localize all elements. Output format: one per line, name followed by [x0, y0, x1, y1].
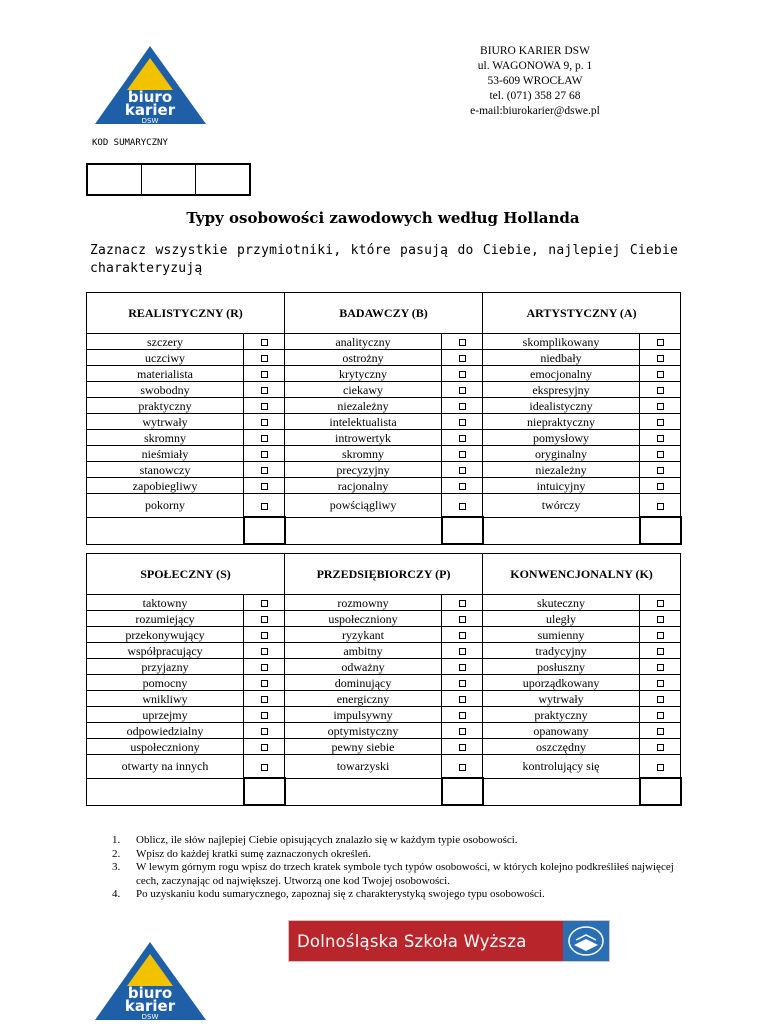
checkbox-icon[interactable] — [459, 680, 466, 687]
checkbox-icon[interactable] — [657, 419, 664, 426]
note-number: 2. — [112, 847, 121, 860]
table-row — [87, 611, 681, 627]
adjective-cell: taktowny — [87, 595, 244, 611]
checkbox-cell[interactable] — [244, 627, 285, 643]
table-row — [87, 643, 681, 659]
checkbox-icon[interactable] — [261, 387, 268, 394]
checkbox-icon[interactable] — [261, 728, 268, 735]
checkbox-icon[interactable] — [459, 728, 466, 735]
checkbox-icon[interactable] — [459, 451, 466, 458]
contact-street: ul. WAGONOWA 9, p. 1 — [477, 60, 593, 72]
checkbox-icon[interactable] — [657, 680, 664, 687]
checkbox-cell[interactable] — [640, 643, 681, 659]
checkbox-cell[interactable] — [640, 723, 681, 739]
checkbox-cell[interactable] — [244, 414, 285, 430]
checkbox-cell[interactable] — [244, 691, 285, 707]
checkbox-icon[interactable] — [657, 435, 664, 442]
sum-box[interactable] — [442, 517, 483, 544]
checkbox-icon[interactable] — [657, 371, 664, 378]
checkbox-icon[interactable] — [459, 616, 466, 623]
note-item — [112, 888, 682, 902]
checkbox-cell[interactable] — [640, 446, 681, 462]
table-row — [87, 675, 681, 691]
checkbox-cell[interactable] — [244, 446, 285, 462]
adjective-cell: analityczny — [285, 334, 442, 350]
checkbox-cell[interactable] — [640, 414, 681, 430]
table-row — [87, 707, 681, 723]
adjective-cell: oryginalny — [483, 446, 640, 462]
adjective-cell: uporządkowany — [483, 675, 640, 691]
checkbox-icon[interactable] — [459, 764, 466, 771]
table-row — [87, 334, 681, 350]
adjective-cell: introwertyk — [285, 430, 442, 446]
adjective-cell: nieśmiały — [87, 446, 244, 462]
adjective-cell: odpowiedzialny — [87, 723, 244, 739]
checkbox-icon[interactable] — [459, 435, 466, 442]
adjective-cell: intelektualista — [285, 414, 442, 430]
checkbox-cell[interactable] — [640, 430, 681, 446]
checkbox-cell[interactable] — [640, 675, 681, 691]
checkbox-icon[interactable] — [261, 355, 268, 362]
adjective-cell: posłuszny — [483, 659, 640, 675]
adjective-cell: wnikliwy — [87, 691, 244, 707]
sum-box[interactable] — [640, 778, 681, 805]
banner-text: Dolnośląska Szkoła Wyższa — [297, 931, 527, 951]
checkbox-cell[interactable] — [640, 611, 681, 627]
biuro-karier-logo-bottom — [93, 940, 208, 1022]
instructions-list — [112, 834, 682, 902]
adjective-cell: uległy — [483, 611, 640, 627]
adjective-cell: odważny — [285, 659, 442, 675]
adjective-cell: współpracujący — [87, 643, 244, 659]
logo-text-dsw: DSW — [141, 117, 159, 125]
checkbox-cell[interactable] — [640, 707, 681, 723]
checkbox-cell[interactable] — [442, 723, 483, 739]
checkbox-cell[interactable] — [640, 350, 681, 366]
checkbox-icon[interactable] — [657, 616, 664, 623]
adjective-cell: dominujący — [285, 675, 442, 691]
adjective-cell: oszczędny — [483, 739, 640, 755]
checkbox-cell[interactable] — [442, 611, 483, 627]
checkbox-cell[interactable] — [244, 595, 285, 611]
checkbox-cell[interactable] — [640, 627, 681, 643]
checkbox-cell[interactable] — [640, 366, 681, 382]
table-row — [87, 398, 681, 414]
adjective-cell: racjonalny — [285, 478, 442, 494]
checkbox-cell[interactable] — [244, 462, 285, 478]
checkbox-icon[interactable] — [657, 467, 664, 474]
checkbox-cell[interactable] — [640, 691, 681, 707]
checkbox-cell[interactable] — [244, 739, 285, 755]
adjective-cell: uspołeczniony — [87, 739, 244, 755]
checkbox-cell[interactable] — [442, 494, 483, 518]
checkbox-icon[interactable] — [261, 600, 268, 607]
table-row — [87, 659, 681, 675]
checkbox-cell[interactable] — [244, 755, 285, 779]
kod-sumaryczny-label: KOD SUMARYCZNY — [92, 138, 168, 148]
personality-table-top — [86, 292, 682, 545]
sum-box[interactable] — [640, 517, 681, 544]
table-row — [87, 478, 681, 494]
personality-table-bottom — [86, 553, 682, 806]
checkbox-icon[interactable] — [459, 712, 466, 719]
adjective-cell: tradycyjny — [483, 643, 640, 659]
checkbox-cell[interactable] — [244, 494, 285, 518]
checkbox-cell[interactable] — [640, 755, 681, 779]
type-header: ARTYSTYCZNY (A) — [483, 293, 681, 334]
sum-spacer — [285, 517, 442, 544]
checkbox-icon[interactable] — [261, 680, 268, 687]
adjective-cell: precyzyjny — [285, 462, 442, 478]
table-row — [87, 723, 681, 739]
checkbox-cell[interactable] — [442, 627, 483, 643]
checkbox-icon[interactable] — [261, 483, 268, 490]
adjective-cell: wytrwały — [87, 414, 244, 430]
book-emblem-icon — [563, 921, 609, 961]
adjective-cell: ekspresyjny — [483, 382, 640, 398]
table-row — [87, 494, 681, 518]
note-item — [112, 861, 682, 888]
adjective-cell: skuteczny — [483, 595, 640, 611]
adjective-cell: niedbały — [483, 350, 640, 366]
checkbox-icon[interactable] — [459, 664, 466, 671]
checkbox-icon[interactable] — [657, 744, 664, 751]
checkbox-cell[interactable] — [244, 643, 285, 659]
checkbox-icon[interactable] — [261, 435, 268, 442]
adjective-cell: pomysłowy — [483, 430, 640, 446]
table-row — [87, 462, 681, 478]
note-number: 4. — [112, 888, 121, 900]
checkbox-icon[interactable] — [657, 483, 664, 490]
checkbox-cell[interactable] — [442, 755, 483, 779]
note-text: Wpisz do każdej kratki sumę zaznaczonych określeń. — [136, 847, 371, 860]
checkbox-cell[interactable] — [442, 478, 483, 494]
adjective-cell: impulsywny — [285, 707, 442, 723]
note-number: 3. — [112, 861, 121, 873]
adjective-cell: uczciwy — [87, 350, 244, 366]
checkbox-cell[interactable] — [442, 659, 483, 675]
note-text: W lewym górnym rogu wpisz do trzech kratek symbole tych typów osobowości, w których kolejno podkreśliłeś najwięcej cech, zaczynając od największej. Utworzą one kod Twojej osobowości. — [136, 861, 674, 887]
sum-spacer — [87, 778, 244, 805]
checkbox-icon[interactable] — [657, 764, 664, 771]
checkbox-cell[interactable] — [244, 334, 285, 350]
checkbox-icon[interactable] — [657, 403, 664, 410]
page-title: Typy osobowości zawodowych według Hollanda — [186, 209, 580, 227]
adjective-cell: rozmowny — [285, 595, 442, 611]
adjective-cell: skromny — [285, 446, 442, 462]
checkbox-cell[interactable] — [640, 478, 681, 494]
table-row — [87, 739, 681, 755]
checkbox-icon[interactable] — [261, 664, 268, 671]
checkbox-icon[interactable] — [459, 355, 466, 362]
checkbox-icon[interactable] — [261, 648, 268, 655]
adjective-cell: opanowany — [483, 723, 640, 739]
type-header: BADAWCZY (B) — [285, 293, 483, 334]
checkbox-cell[interactable] — [244, 675, 285, 691]
checkbox-cell[interactable] — [442, 675, 483, 691]
type-header: KONWENCJONALNY (K) — [483, 554, 681, 595]
adjective-cell: otwarty na innych — [87, 755, 244, 779]
checkbox-icon[interactable] — [261, 467, 268, 474]
sum-spacer — [87, 517, 244, 544]
checkbox-cell[interactable] — [442, 739, 483, 755]
adjective-cell: skomplikowany — [483, 334, 640, 350]
table-row — [87, 382, 681, 398]
kod-box-1[interactable] — [88, 165, 142, 194]
contact-email[interactable]: e-mail:biurokarier@dswe.pl — [470, 105, 600, 117]
adjective-cell: ostrożny — [285, 350, 442, 366]
checkbox-cell[interactable] — [640, 462, 681, 478]
logo-text-karier: karier — [124, 997, 176, 1015]
checkbox-icon[interactable] — [261, 712, 268, 719]
checkbox-cell[interactable] — [640, 659, 681, 675]
checkbox-icon[interactable] — [261, 503, 268, 510]
adjective-cell: wytrwały — [483, 691, 640, 707]
checkbox-cell[interactable] — [442, 398, 483, 414]
checkbox-icon[interactable] — [657, 648, 664, 655]
adjective-cell: powściągliwy — [285, 494, 442, 518]
contact-name: BIURO KARIER DSW — [480, 45, 590, 57]
dsw-banner — [288, 920, 610, 962]
logo-text-biuro: biuro — [127, 88, 173, 106]
adjective-cell: praktyczny — [483, 707, 640, 723]
table-row — [87, 595, 681, 611]
contact-phone: tel. (071) 358 27 68 — [489, 90, 581, 102]
sum-spacer — [483, 517, 640, 544]
checkbox-icon[interactable] — [459, 419, 466, 426]
note-text: Po uzyskaniu kodu sumarycznego, zapoznaj się z charakterystyką swojego typu osobowości. — [136, 888, 545, 900]
checkbox-cell[interactable] — [640, 398, 681, 414]
sum-box[interactable] — [244, 778, 285, 805]
adjective-cell: pomocny — [87, 675, 244, 691]
checkbox-cell[interactable] — [442, 707, 483, 723]
note-text: Oblicz, ile słów najlepiej Ciebie opisujących znalazło się w każdym typie osobowości. — [136, 834, 518, 846]
checkbox-icon[interactable] — [261, 371, 268, 378]
adjective-cell: pokorny — [87, 494, 244, 518]
adjective-cell: intuicyjny — [483, 478, 640, 494]
adjective-cell: stanowczy — [87, 462, 244, 478]
adjective-cell: uprzejmy — [87, 707, 244, 723]
adjective-cell: optymistyczny — [285, 723, 442, 739]
kod-box-3[interactable] — [196, 165, 249, 194]
checkbox-icon[interactable] — [261, 419, 268, 426]
logo-text-dsw: DSW — [141, 1013, 159, 1021]
checkbox-icon[interactable] — [459, 696, 466, 703]
checkbox-icon[interactable] — [261, 696, 268, 703]
table-row — [87, 755, 681, 779]
adjective-cell: swobodny — [87, 382, 244, 398]
checkbox-icon[interactable] — [657, 712, 664, 719]
checkbox-icon[interactable] — [459, 600, 466, 607]
checkbox-icon[interactable] — [459, 648, 466, 655]
checkbox-cell[interactable] — [640, 595, 681, 611]
checkbox-icon[interactable] — [657, 664, 664, 671]
checkbox-cell[interactable] — [244, 398, 285, 414]
kod-sumaryczny-boxes — [86, 163, 251, 196]
note-item — [112, 834, 682, 848]
checkbox-cell[interactable] — [640, 382, 681, 398]
checkbox-icon[interactable] — [657, 696, 664, 703]
logo-text-karier: karier — [124, 101, 176, 119]
adjective-cell: pewny siebie — [285, 739, 442, 755]
table-row — [87, 366, 681, 382]
adjective-cell: praktyczny — [87, 398, 244, 414]
adjective-cell: emocjonalny — [483, 366, 640, 382]
adjective-cell: przekonywujący — [87, 627, 244, 643]
sum-box[interactable] — [244, 517, 285, 544]
adjective-cell: towarzyski — [285, 755, 442, 779]
checkbox-cell[interactable] — [442, 462, 483, 478]
checkbox-icon[interactable] — [459, 503, 466, 510]
kod-box-2[interactable] — [142, 165, 196, 194]
checkbox-cell[interactable] — [640, 334, 681, 350]
checkbox-icon[interactable] — [657, 355, 664, 362]
table-row — [87, 350, 681, 366]
checkbox-icon[interactable] — [261, 451, 268, 458]
type-header: REALISTYCZNY (R) — [87, 293, 285, 334]
adjective-cell: niezależny — [285, 398, 442, 414]
checkbox-cell[interactable] — [640, 494, 681, 518]
sum-spacer — [285, 778, 442, 805]
contact-city: 53-609 WROCŁAW — [487, 75, 583, 87]
adjective-cell: ciekawy — [285, 382, 442, 398]
adjective-cell: niezależny — [483, 462, 640, 478]
checkbox-cell[interactable] — [244, 382, 285, 398]
checkbox-cell[interactable] — [244, 430, 285, 446]
checkbox-icon[interactable] — [261, 632, 268, 639]
checkbox-cell[interactable] — [244, 659, 285, 675]
checkbox-cell[interactable] — [640, 739, 681, 755]
checkbox-icon[interactable] — [459, 387, 466, 394]
note-item — [112, 848, 682, 862]
table-header-row — [87, 554, 681, 595]
checkbox-icon[interactable] — [657, 451, 664, 458]
checkbox-cell[interactable] — [244, 611, 285, 627]
checkbox-icon[interactable] — [657, 339, 664, 346]
adjective-cell: twórczy — [483, 494, 640, 518]
checkbox-icon[interactable] — [459, 632, 466, 639]
checkbox-cell[interactable] — [244, 723, 285, 739]
table-row — [87, 414, 681, 430]
adjective-cell: idealistyczny — [483, 398, 640, 414]
type-header: PRZEDSIĘBIORCZY (P) — [285, 554, 483, 595]
checkbox-icon[interactable] — [261, 744, 268, 751]
sum-spacer — [483, 778, 640, 805]
checkbox-cell[interactable] — [442, 595, 483, 611]
sum-row — [87, 517, 681, 544]
adjective-cell: kontrolujący się — [483, 755, 640, 779]
note-number: 1. — [112, 834, 121, 846]
checkbox-icon[interactable] — [657, 728, 664, 735]
checkbox-cell[interactable] — [442, 446, 483, 462]
checkbox-icon[interactable] — [261, 339, 268, 346]
adjective-cell: przyjazny — [87, 659, 244, 675]
checkbox-cell[interactable] — [442, 350, 483, 366]
checkbox-cell[interactable] — [244, 366, 285, 382]
adjective-cell: energiczny — [285, 691, 442, 707]
checkbox-cell[interactable] — [244, 478, 285, 494]
sum-box[interactable] — [442, 778, 483, 805]
checkbox-cell[interactable] — [244, 350, 285, 366]
checkbox-icon[interactable] — [459, 744, 466, 751]
checkbox-icon[interactable] — [459, 483, 466, 490]
checkbox-icon[interactable] — [657, 632, 664, 639]
checkbox-icon[interactable] — [657, 600, 664, 607]
checkbox-icon[interactable] — [657, 503, 664, 510]
table-row — [87, 627, 681, 643]
adjective-cell: rozumiejący — [87, 611, 244, 627]
checkbox-cell[interactable] — [442, 430, 483, 446]
adjective-cell: zapobiegliwy — [87, 478, 244, 494]
adjective-cell: ambitny — [285, 643, 442, 659]
checkbox-cell[interactable] — [442, 691, 483, 707]
checkbox-icon[interactable] — [261, 403, 268, 410]
adjective-cell: krytyczny — [285, 366, 442, 382]
checkbox-icon[interactable] — [459, 467, 466, 474]
logo-text-biuro: biuro — [127, 984, 173, 1002]
sum-row — [87, 778, 681, 805]
contact-block — [440, 44, 630, 119]
table-row — [87, 430, 681, 446]
checkbox-cell[interactable] — [442, 366, 483, 382]
checkbox-cell[interactable] — [442, 334, 483, 350]
adjective-cell: szczery — [87, 334, 244, 350]
checkbox-icon[interactable] — [459, 371, 466, 378]
checkbox-icon[interactable] — [459, 339, 466, 346]
adjective-cell: skromny — [87, 430, 244, 446]
checkbox-cell[interactable] — [442, 643, 483, 659]
type-header: SPOŁECZNY (S) — [87, 554, 285, 595]
checkbox-cell[interactable] — [244, 707, 285, 723]
table-row — [87, 691, 681, 707]
checkbox-icon[interactable] — [657, 387, 664, 394]
adjective-cell: materialista — [87, 366, 244, 382]
table-row — [87, 446, 681, 462]
instruction-text: Zaznacz wszystkie przymiotniki, które pasują do Ciebie, najlepiej Ciebie charakteryzują — [90, 243, 678, 276]
checkbox-cell[interactable] — [442, 382, 483, 398]
checkbox-cell[interactable] — [442, 414, 483, 430]
checkbox-icon[interactable] — [261, 764, 268, 771]
checkbox-icon[interactable] — [459, 403, 466, 410]
table-header-row — [87, 293, 681, 334]
adjective-cell: uspołeczniony — [285, 611, 442, 627]
adjective-cell: niepraktyczny — [483, 414, 640, 430]
adjective-cell: ryzykant — [285, 627, 442, 643]
biuro-karier-logo — [93, 44, 208, 126]
adjective-cell: sumienny — [483, 627, 640, 643]
checkbox-icon[interactable] — [261, 616, 268, 623]
